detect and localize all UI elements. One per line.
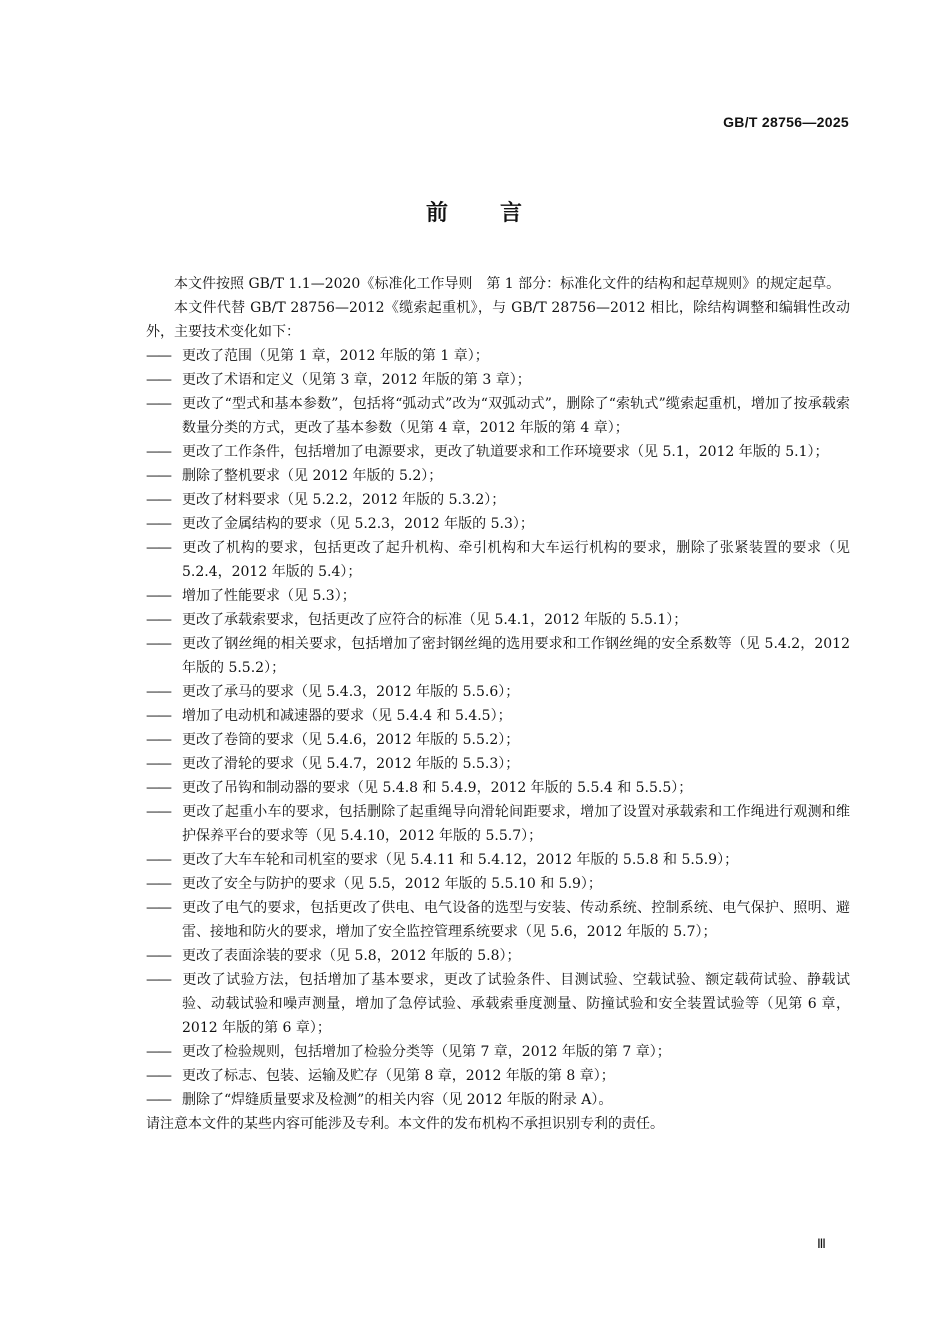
change-item: —— 更改了电气的要求，包括更改了供电、电气设备的选型与安装、传动系统、控制系统、电气保护、照明、避雷、接地和防火的要求，增加了安全监控管理系统要求（见 5.6，2012 年版的 5.7）；	[146, 900, 850, 940]
patent-notice: 请注意本文件的某些内容可能涉及专利。本文件的发布机构不承担识别专利的责任。	[146, 1116, 664, 1132]
page-title	[0, 196, 950, 227]
document-id: GB/T 28756—2025	[723, 114, 849, 130]
change-item: —— 更改了材料要求（见 5.2.2，2012 年版的 5.3.2）；	[146, 492, 506, 508]
change-item: —— 更改了试验方法，包括增加了基本要求，更改了试验条件、目测试验、空载试验、额定载荷试验、静载试验、动载试验和噪声测量，增加了急停试验、承载索垂度测量、防撞试验和安全装置试验等（见第 6 章，2012 年版的第 6 章）；	[146, 972, 850, 1036]
change-item: —— 增加了电动机和减速器的要求（见 5.4.4 和 5.4.5）；	[146, 708, 512, 724]
foreword-body	[146, 272, 850, 1136]
title-char-2: 言	[500, 200, 525, 226]
title-char-1: 前	[425, 200, 450, 226]
change-item: —— 删除了整机要求（见 2012 年版的 5.2）；	[146, 468, 443, 484]
change-item: —— 更改了术语和定义（见第 3 章，2012 年版的第 3 章）；	[146, 372, 531, 388]
change-item: —— 更改了吊钩和制动器的要求（见 5.4.8 和 5.4.9，2012 年版的 5.5.4 和 5.5.5）；	[146, 780, 693, 796]
change-item: —— 更改了工作条件，包括增加了电源要求，更改了轨道要求和工作环境要求（见 5.1，2012 年版的 5.1）；	[146, 444, 829, 460]
intro-paragraph-2: 本文件代替 GB/T 28756—2012《缆索起重机》，与 GB/T 28756—2012 相比，除结构调整和编辑性改动外，主要技术变化如下：	[146, 300, 850, 340]
change-item: —— 更改了检验规则，包括增加了检验分类等（见第 7 章，2012 年版的第 7 章）；	[146, 1044, 671, 1060]
change-item: —— 更改了承马的要求（见 5.4.3，2012 年版的 5.5.6）；	[146, 684, 520, 700]
changes-list	[146, 344, 850, 1112]
change-item: —— 更改了金属结构的要求（见 5.2.3，2012 年版的 5.3）；	[146, 516, 534, 532]
change-item: —— 更改了机构的要求，包括更改了起升机构、牵引机构和大车运行机构的要求，删除了张紧装置的要求（见 5.2.4，2012 年版的 5.4）；	[146, 540, 850, 580]
change-item: —— 更改了钢丝绳的相关要求，包括增加了密封钢丝绳的选用要求和工作钢丝绳的安全系数等（见 5.4.2，2012 年版的 5.5.2）；	[146, 636, 850, 676]
change-item: —— 更改了滑轮的要求（见 5.4.7，2012 年版的 5.5.3）；	[146, 756, 520, 772]
page-number: Ⅲ	[817, 1236, 826, 1251]
change-item: —— 增加了性能要求（见 5.3）；	[146, 588, 356, 604]
change-item: —— 更改了“型式和基本参数”，包括将“弧动式”改为“双弧动式”，删除了“索轨式”缆索起重机，增加了按承载索数量分类的方式，更改了基本参数（见第 4 章，2012 年版的第 4 章）；	[146, 396, 850, 436]
change-item: —— 删除了“焊缝质量要求及检测”的相关内容（见 2012 年版的附录 A）。	[146, 1092, 613, 1108]
change-item: —— 更改了安全与防护的要求（见 5.5，2012 年版的 5.5.10 和 5.9）；	[146, 876, 602, 892]
change-item: —— 更改了范围（见第 1 章，2012 年版的第 1 章）；	[146, 348, 489, 364]
intro-paragraph-1: 本文件按照 GB/T 1.1—2020《标准化工作导则 第 1 部分：标准化文件的结构和起草规则》的规定起草。	[174, 276, 841, 292]
change-item: —— 更改了大车车轮和司机室的要求（见 5.4.11 和 5.4.12，2012 年版的 5.5.8 和 5.5.9）；	[146, 852, 739, 868]
change-item: —— 更改了表面涂装的要求（见 5.8，2012 年版的 5.8）；	[146, 948, 521, 964]
change-item: —— 更改了起重小车的要求，包括删除了起重绳导向滑轮间距要求，增加了设置对承载索和工作绳进行观测和维护保养平台的要求等（见 5.4.10，2012 年版的 5.5.7）；	[146, 804, 850, 844]
change-item: —— 更改了标志、包装、运输及贮存（见第 8 章，2012 年版的第 8 章）；	[146, 1068, 615, 1084]
change-item: —— 更改了卷筒的要求（见 5.4.6，2012 年版的 5.5.2）；	[146, 732, 520, 748]
change-item: —— 更改了承载索要求，包括更改了应符合的标准（见 5.4.1，2012 年版的 5.5.1）；	[146, 612, 688, 628]
